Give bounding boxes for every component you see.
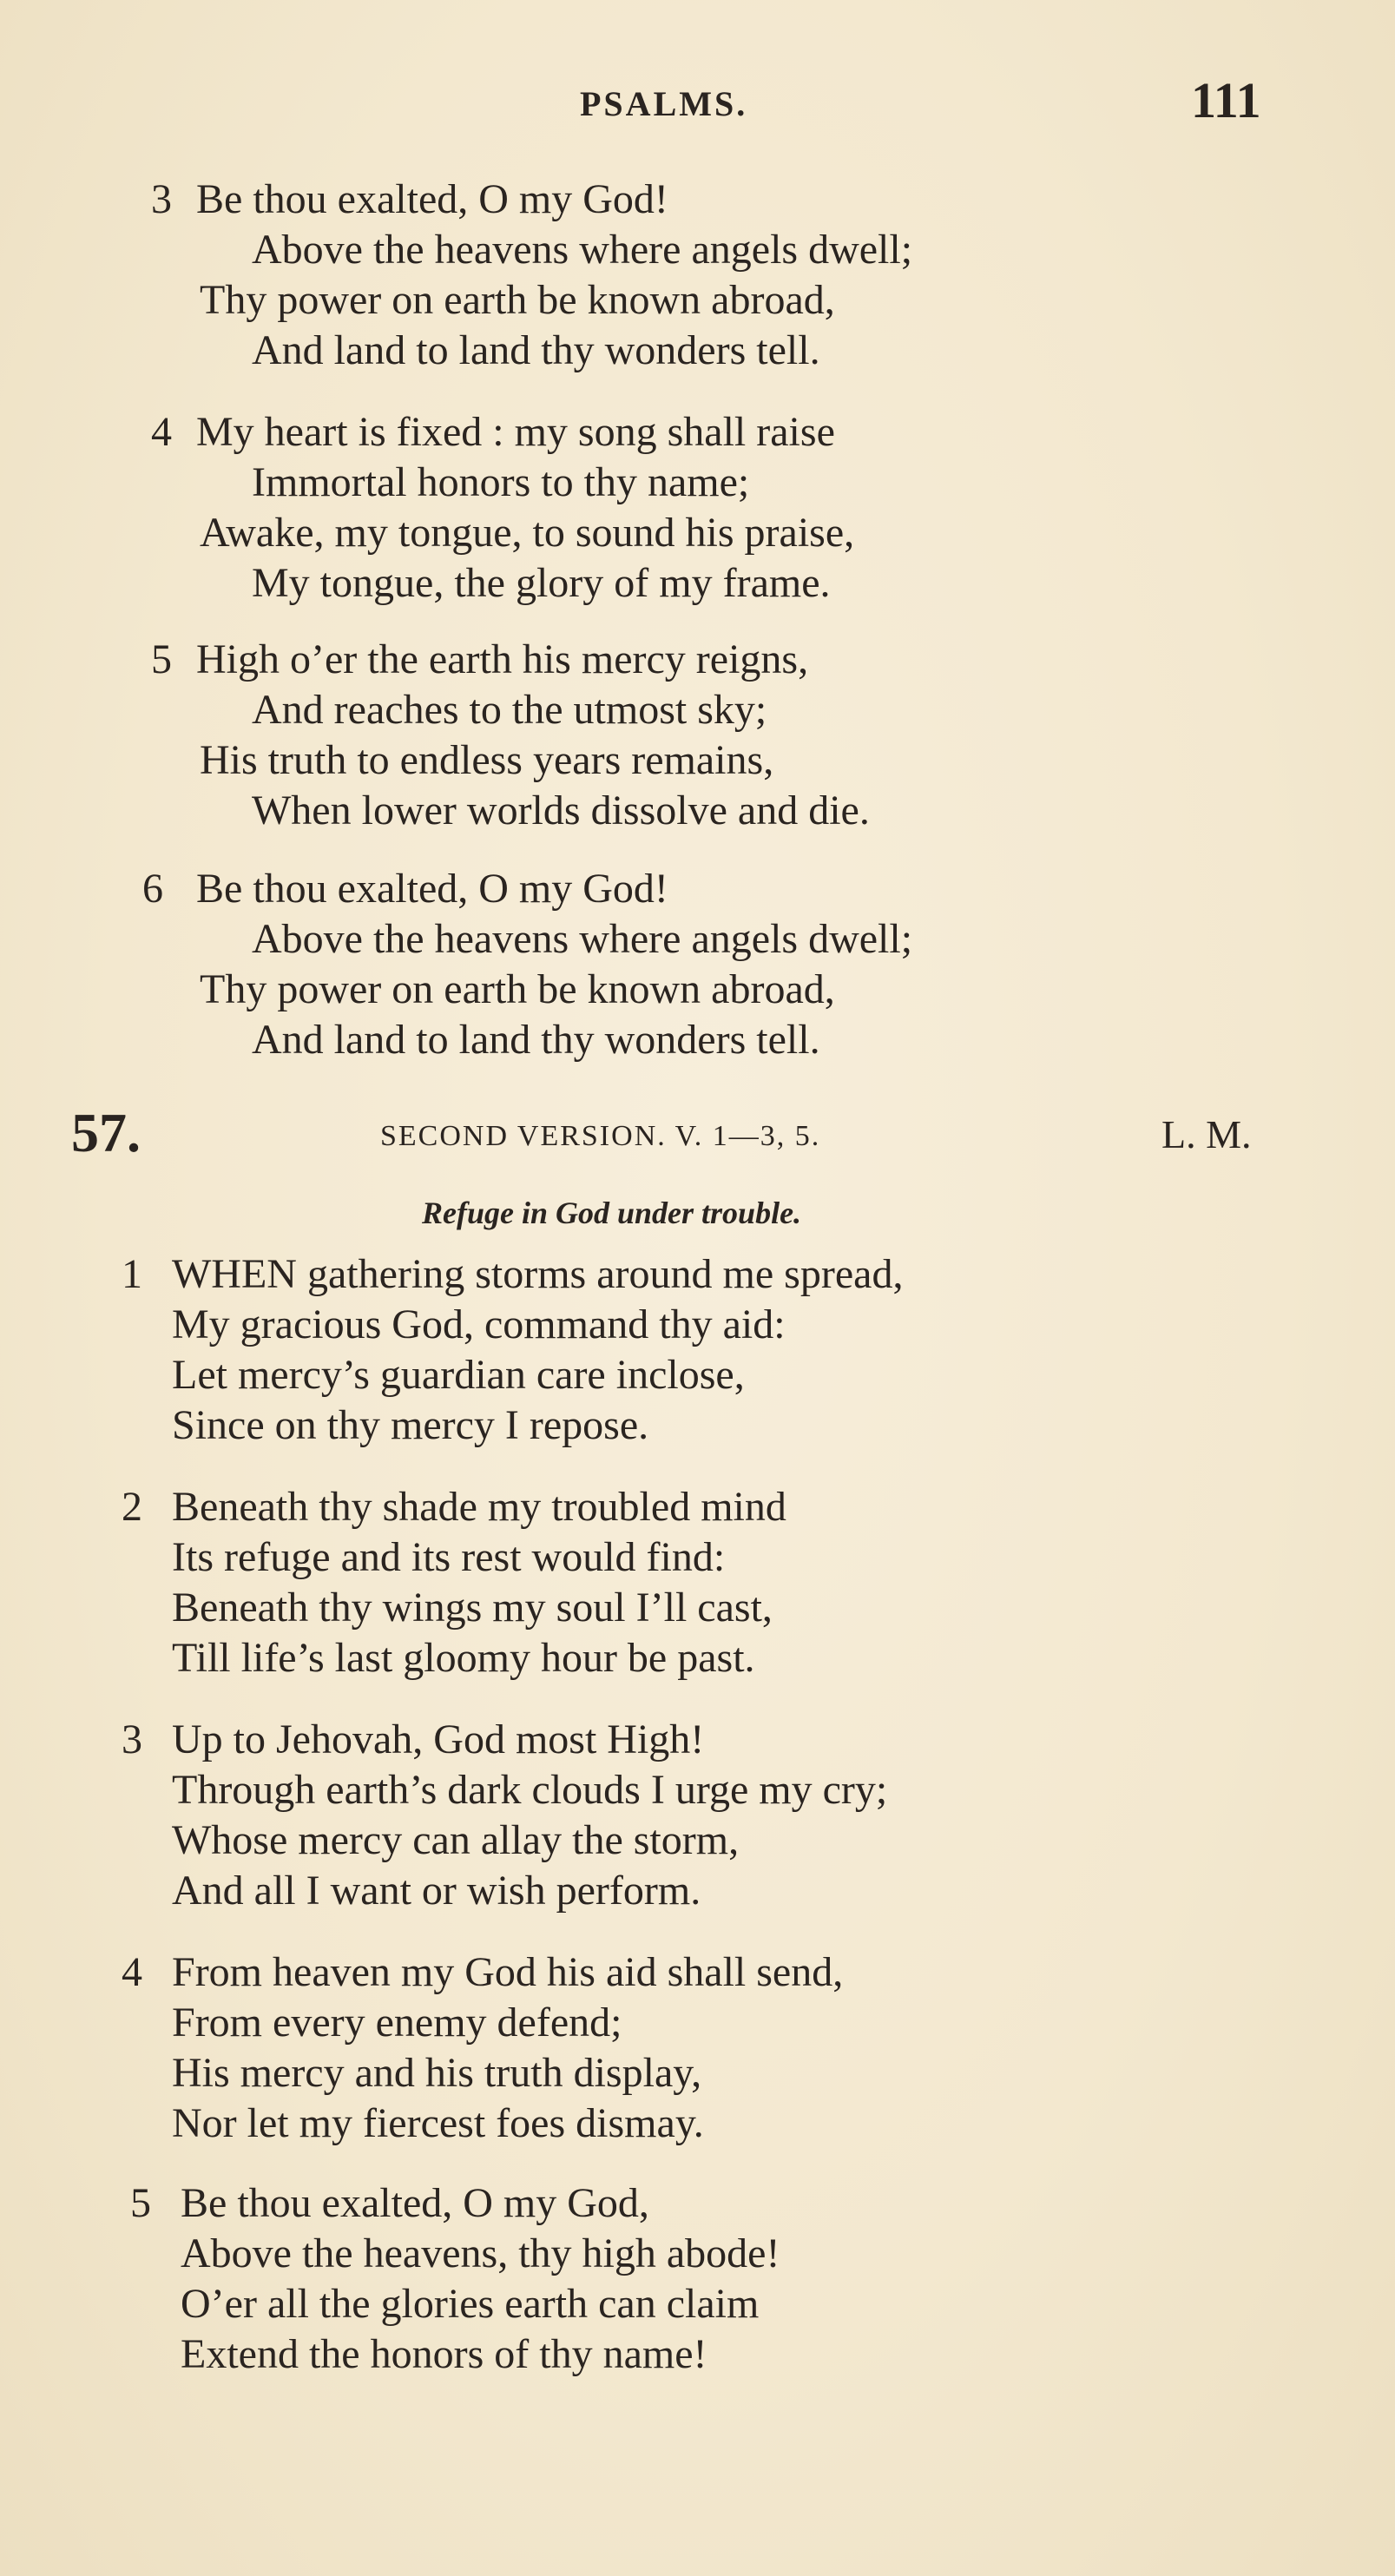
stanza-line: Beneath thy shade my troubled mind bbox=[172, 1484, 786, 1530]
page-number: 111 bbox=[1191, 72, 1261, 128]
stanza-line: Extend the honors of thy name! bbox=[181, 2331, 707, 2377]
stanza-line: My gracious God, command thy aid: bbox=[172, 1301, 786, 1347]
stanza-line: Let mercy’s guardian care inclose, bbox=[172, 1352, 745, 1398]
stanza-line: Immortal honors to thy name; bbox=[252, 459, 750, 505]
stanza-number: 3 bbox=[122, 1716, 142, 1762]
stanza-line: Above the heavens where angels dwell; bbox=[252, 227, 913, 273]
stanza-line: Through earth’s dark clouds I urge my cry; bbox=[172, 1767, 888, 1813]
stanza-line: Awake, my tongue, to sound his praise, bbox=[200, 510, 855, 556]
stanza-line: His mercy and his truth display, bbox=[172, 2050, 702, 2096]
stanza-line: Till life’s last gloomy hour be past. bbox=[172, 1635, 755, 1681]
hymn-meter: L. M. bbox=[1161, 1112, 1252, 1156]
stanza-line: My heart is fixed : my song shall raise bbox=[196, 409, 835, 455]
stanza-line: His truth to endless years remains, bbox=[200, 737, 774, 783]
running-title: PSALMS. bbox=[580, 84, 748, 123]
hymn-number: 57. bbox=[71, 1102, 141, 1163]
stanza-line: And land to land thy wonders tell. bbox=[252, 1017, 820, 1063]
stanza-line: Above the heavens where angels dwell; bbox=[252, 916, 913, 962]
stanza-line: And land to land thy wonders tell. bbox=[252, 327, 820, 373]
stanza-line: My tongue, the glory of my frame. bbox=[252, 560, 831, 606]
stanza-line: And reaches to the utmost sky; bbox=[252, 687, 767, 733]
stanza-line: Its refuge and its rest would find: bbox=[172, 1534, 726, 1580]
stanza-line: Nor let my fiercest foes dismay. bbox=[172, 2100, 704, 2146]
stanza-number: 4 bbox=[151, 409, 172, 455]
stanza-line: And all I want or wish perform. bbox=[172, 1868, 701, 1914]
stanza-line: Be thou exalted, O my God, bbox=[181, 2180, 649, 2226]
stanza-line: O’er all the glories earth can claim bbox=[181, 2281, 760, 2327]
stanza-line: High o’er the earth his mercy reigns, bbox=[196, 636, 809, 682]
stanza-number: 6 bbox=[142, 866, 163, 912]
hymn-subtitle: Refuge in God under trouble. bbox=[422, 1196, 802, 1230]
stanza-line: Beneath thy wings my soul I’ll cast, bbox=[172, 1584, 773, 1631]
stanza-line: From heaven my God his aid shall send, bbox=[172, 1949, 844, 1995]
stanza-number: 1 bbox=[122, 1251, 142, 1297]
stanza-line: WHEN gathering storms around me spread, bbox=[172, 1251, 904, 1297]
stanza-line: Be thou exalted, O my God! bbox=[196, 866, 668, 912]
stanza-line: Above the heavens, thy high abode! bbox=[181, 2230, 780, 2276]
stanza-line: Whose mercy can allay the storm, bbox=[172, 1817, 740, 1863]
stanza-number: 5 bbox=[130, 2180, 151, 2226]
stanza-line: Be thou exalted, O my God! bbox=[196, 176, 668, 222]
stanza-line: Since on thy mercy I repose. bbox=[172, 1402, 649, 1448]
stanza-line: Up to Jehovah, God most High! bbox=[172, 1716, 705, 1762]
hymn-version: SECOND VERSION. V. 1—3, 5. bbox=[380, 1120, 821, 1152]
stanza-line: From every enemy defend; bbox=[172, 2000, 622, 2046]
stanza-line: Thy power on earth be known abroad, bbox=[200, 277, 835, 323]
stanza-line: Thy power on earth be known abroad, bbox=[200, 966, 835, 1012]
stanza-number: 5 bbox=[151, 636, 172, 682]
hymn-heading bbox=[0, 1103, 1395, 1163]
stanza-number: 4 bbox=[122, 1949, 142, 1995]
stanza-line: When lower worlds dissolve and die. bbox=[252, 787, 870, 833]
stanza-number: 3 bbox=[151, 176, 172, 222]
stanza-number: 2 bbox=[122, 1484, 142, 1530]
